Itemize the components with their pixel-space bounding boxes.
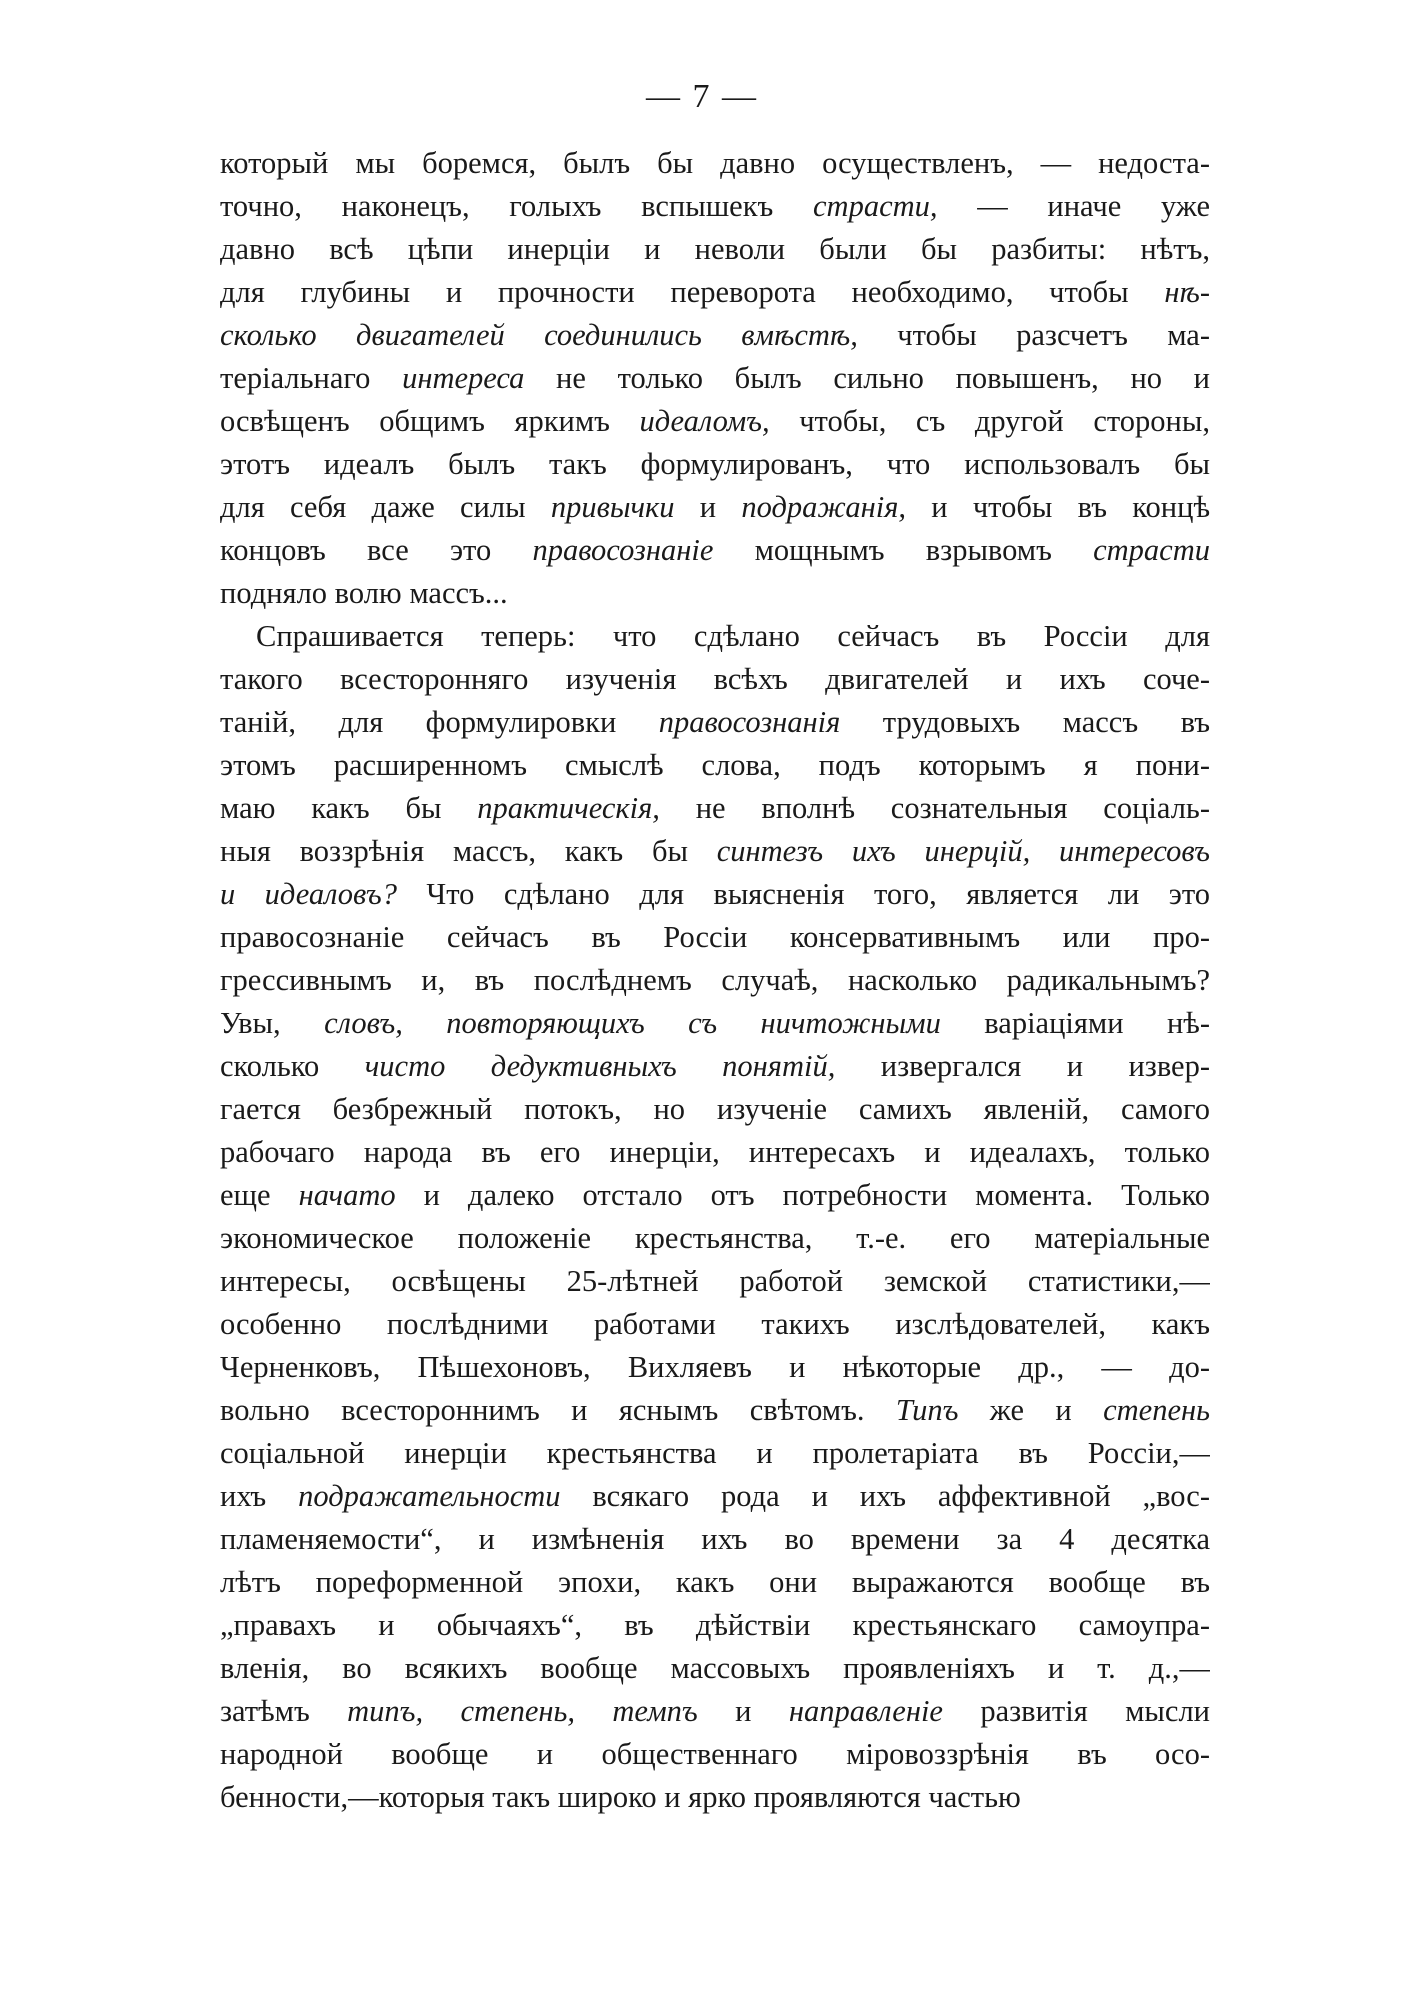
text-line [220, 959, 1210, 1002]
italic-text: практическія, [477, 791, 660, 825]
text-run: точно, наконецъ, голыхъ вспышекъ [220, 189, 813, 223]
text-run: маю какъ бы [220, 791, 478, 825]
text-run: экономическое положеніе крестьянства, т.-е. его матеріальные [220, 1221, 1210, 1255]
text-run: теріальнаго [220, 361, 403, 395]
text-line [220, 185, 1210, 228]
text-run: же и [958, 1393, 1104, 1427]
text-run: лѣтъ пореформенной эпохи, какъ они выражаются вообще въ [220, 1565, 1210, 1599]
text-run [403, 1006, 446, 1040]
italic-text: словъ, [324, 1006, 403, 1040]
text-line [220, 1733, 1210, 1776]
body-text [220, 142, 1210, 1819]
italic-text: направленіе [788, 1694, 943, 1728]
text-run: давно всѣ цѣпи инерціи и неволи были бы разбиты: нѣтъ, [220, 232, 1210, 266]
text-run: и [697, 1694, 789, 1728]
text-run: извергался и извер- [835, 1049, 1210, 1083]
text-run: „правахъ и обычаяхъ“, въ дѣйствіи крестьянскаго самоупра- [220, 1608, 1210, 1642]
text-line [220, 658, 1210, 701]
text-run: Увы, [220, 1006, 325, 1040]
italic-text: и идеаловъ? [220, 877, 397, 911]
text-run: и далеко отстало отъ потребности момента. Только [395, 1178, 1210, 1212]
text-line [220, 1217, 1210, 1260]
text-run: чтобы разсчетъ ма- [857, 318, 1210, 352]
text-line [220, 271, 1210, 314]
text-run: чтобы, съ другой стороны, [769, 404, 1210, 438]
italic-text: чисто дедуктивныхъ понятій, [364, 1049, 836, 1083]
text-run: этомъ расширенномъ смыслѣ слова, подъ которымъ я пони- [220, 748, 1210, 782]
text-run: всякаго рода и ихъ аффективной „вос- [560, 1479, 1210, 1513]
text-line [220, 1131, 1210, 1174]
text-run: особенно послѣдними работами такихъ изслѣдователей, какъ [220, 1307, 1210, 1341]
text-run: этотъ идеалъ былъ такъ формулированъ, что использовалъ бы [220, 447, 1210, 481]
text-line [220, 1389, 1210, 1432]
text-line [220, 1260, 1210, 1303]
text-run: и [674, 490, 742, 524]
text-run: сколько [220, 1049, 365, 1083]
text-run: интересы, освѣщены 25-лѣтней работой земской статистики,— [220, 1264, 1210, 1298]
text-run: для глубины и прочности переворота необходимо, чтобы [220, 275, 1165, 309]
text-line [220, 615, 1210, 658]
text-line [220, 1604, 1210, 1647]
text-run: трудовыхъ массъ въ [840, 705, 1210, 739]
italic-text: сколько двигателей соединились вмѣстѣ, [220, 318, 858, 352]
text-line [220, 1346, 1210, 1389]
text-line [220, 1776, 1210, 1819]
text-line [220, 787, 1210, 830]
text-line [220, 830, 1210, 873]
text-run: для себя даже силы [220, 490, 551, 524]
italic-text: начато [298, 1178, 396, 1212]
italic-text: типъ, степень, темпъ [347, 1694, 698, 1728]
text-line [220, 744, 1210, 787]
text-run: бенности,—которыя такъ широко и ярко проявляются частью [220, 1780, 1021, 1814]
text-line [220, 1174, 1210, 1217]
italic-text: повторяющихъ съ ничтожными [446, 1006, 941, 1040]
text-run: не вполнѣ сознательныя соціаль- [659, 791, 1210, 825]
text-run: гается безбрежный потокъ, но изученіе самихъ явленій, самого [220, 1092, 1210, 1126]
text-run: вленія, во всякихъ вообще массовыхъ проявленіяхъ и т. д.,— [220, 1651, 1210, 1685]
italic-text: страсти, [813, 189, 938, 223]
paragraph-2 [220, 615, 1210, 1819]
text-run: правосознаніе сейчасъ въ Россіи консервативнымъ или про- [220, 920, 1210, 954]
text-run: Черненковъ, Пѣшехоновъ, Вихляевъ и нѣкоторые др., — до- [220, 1350, 1210, 1384]
text-run: концовъ все это [220, 533, 533, 567]
text-run: народной вообще и общественнаго міровоззрѣнія въ осо- [220, 1737, 1210, 1771]
text-line [220, 1088, 1210, 1131]
italic-text: нѣ- [1164, 275, 1210, 309]
text-line [220, 314, 1210, 357]
italic-text: подражанія, [741, 490, 907, 524]
text-run: таній, для формулировки [220, 705, 659, 739]
text-line [220, 443, 1210, 486]
text-run: Что сдѣлано для выясненія того, является ли это [396, 877, 1210, 911]
italic-text: синтезъ ихъ инерцій, интересовъ [716, 834, 1210, 868]
text-run: ныя воззрѣнія массъ, какъ бы [220, 834, 717, 868]
italic-text: страсти [1093, 533, 1210, 567]
text-run: ихъ [220, 1479, 299, 1513]
text-run: такого всесторонняго изученія всѣхъ двигателей и ихъ соче- [220, 662, 1210, 696]
text-line [220, 142, 1210, 185]
text-run: варіаціями нѣ- [940, 1006, 1210, 1040]
italic-text: Типъ [895, 1393, 959, 1427]
italic-text: подражательности [298, 1479, 561, 1513]
italic-text: степень [1103, 1393, 1210, 1427]
italic-text: привычки [550, 490, 675, 524]
text-run: еще [220, 1178, 299, 1212]
text-line [220, 400, 1210, 443]
italic-text: правосознаніе [532, 533, 714, 567]
text-run: подняло волю массъ... [220, 576, 508, 610]
text-run: мощнымъ взрывомъ [713, 533, 1094, 567]
text-run: и чтобы въ концѣ [906, 490, 1210, 524]
paragraph-1 [220, 142, 1210, 615]
text-run: который мы боремся, былъ бы давно осуществленъ, — недоста- [220, 146, 1210, 180]
text-line [220, 357, 1210, 400]
text-line [220, 572, 1210, 615]
text-line [220, 1045, 1210, 1088]
text-run: грессивнымъ и, въ послѣднемъ случаѣ, насколько радикальнымъ? [220, 963, 1210, 997]
text-line [220, 1303, 1210, 1346]
text-run: вольно всестороннимъ и яснымъ свѣтомъ. [220, 1393, 896, 1427]
page-number: — 7 — [646, 78, 758, 115]
text-run: пламеняемости“, и измѣненія ихъ во времени за 4 десятка [220, 1522, 1210, 1556]
italic-text: идеаломъ, [639, 404, 770, 438]
text-run: — иначе уже [937, 189, 1210, 223]
text-line [220, 529, 1210, 572]
italic-text: интереса [402, 361, 525, 395]
text-line [220, 1432, 1210, 1475]
text-line [220, 1647, 1210, 1690]
text-line [220, 701, 1210, 744]
text-run: рабочаго народа въ его инерціи, интересахъ и идеалахъ, только [220, 1135, 1210, 1169]
text-run: развитія мысли [942, 1694, 1210, 1728]
text-line [220, 1475, 1210, 1518]
text-run: соціальной инерціи крестьянства и пролетаріата въ Россіи,— [220, 1436, 1210, 1470]
italic-text: правосознанія [658, 705, 841, 739]
text-line [220, 1518, 1210, 1561]
text-line [220, 916, 1210, 959]
text-line [220, 486, 1210, 529]
text-line [220, 873, 1210, 916]
text-run: не только былъ сильно повышенъ, но и [524, 361, 1210, 395]
text-run: затѣмъ [220, 1694, 348, 1728]
text-line [220, 1690, 1210, 1733]
text-line [220, 1002, 1210, 1045]
text-line [220, 1561, 1210, 1604]
text-run: освѣщенъ общимъ яркимъ [220, 404, 640, 438]
text-line [220, 228, 1210, 271]
text-run: Спрашивается теперь: что сдѣлано сейчасъ въ Россіи для [256, 619, 1210, 653]
